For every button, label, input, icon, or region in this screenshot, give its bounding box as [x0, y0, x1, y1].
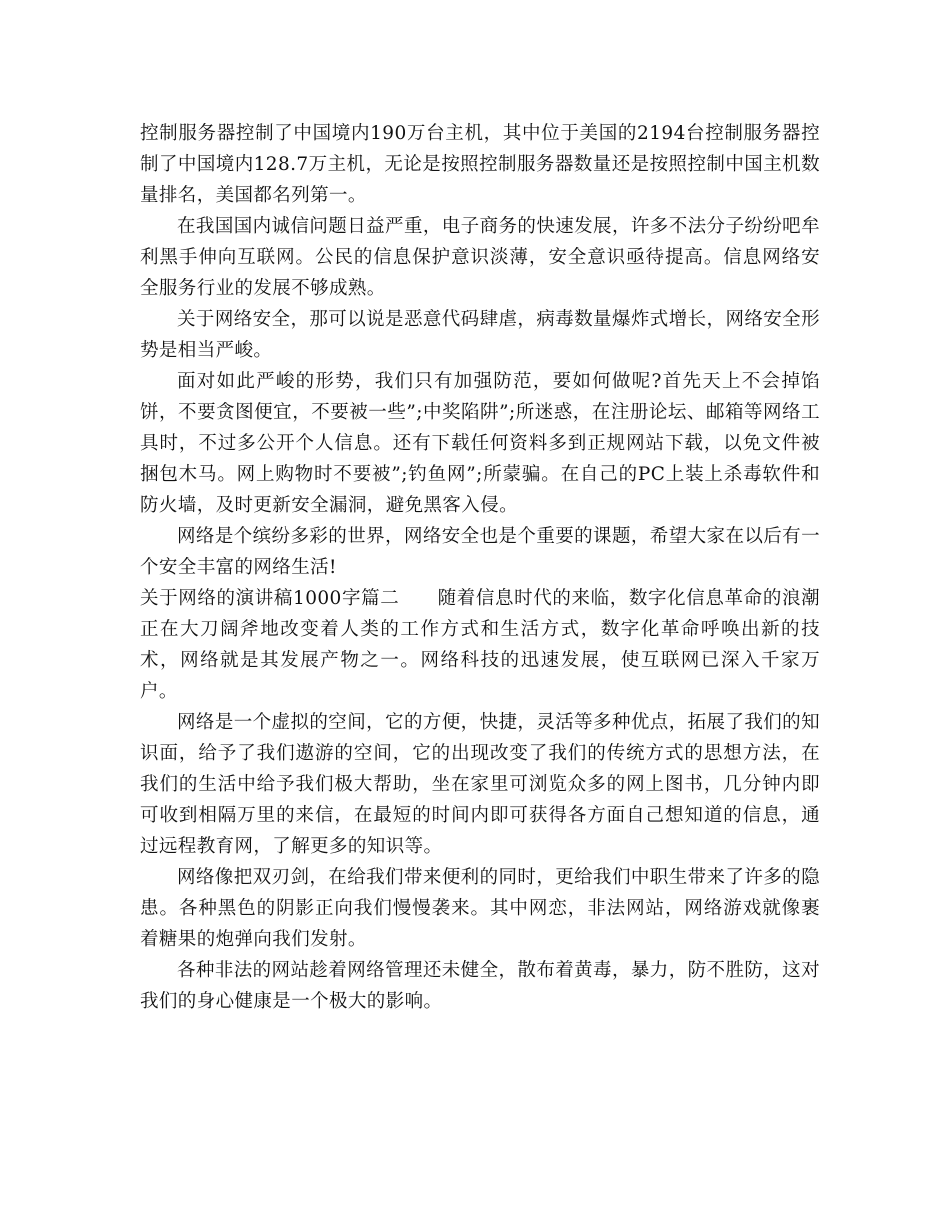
- paragraph-8: 各种非法的网站趁着网络管理还未健全，散布着黄毒，暴力，防不胜防，这对我们的身心健康是一个极大的影响。: [140, 960, 820, 1012]
- paragraph-2: 在我国国内诚信问题日益严重，电子商务的快速发展，许多不法分子纷纷吧牟利黑手伸向互联网。公民的信息保护意识淡薄，安全意识亟待提高。信息网络安全服务行业的发展不够成熟。: [140, 216, 820, 299]
- paragraph-7: 网络像把双刃剑，在给我们带来便利的同时，更给我们中职生带来了许多的隐患。各种黑色的阴影正向我们慢慢袭来。其中网恋，非法网站，网络游戏就像裹着糖果的炮弹向我们发射。: [140, 867, 820, 950]
- section-title: 关于网络的演讲稿1000字篇二: [140, 588, 400, 609]
- document-body: [140, 118, 820, 1017]
- section-first-text: 随着信息时代的来临，数字化信息革命的浪潮正在大刀阔斧地改变着人类的工作方式和生活方式，数字化革命呼唤出新的技术，网络就是其发展产物之一。网络科技的迅速发展，使互联网已深入千家万户。: [140, 588, 820, 702]
- paragraph-4: 面对如此严峻的形势，我们只有加强防范，要如何做呢?首先天上不会掉馅饼，不要贪图便宜，不要被一些”;中奖陷阱”;所迷惑，在注册论坛、邮箱等网络工具时，不过多公开个人信息。还有下载任何资料多到正规网站下载，以免文件被捆包木马。网上购物时不要被”;钓鱼网”;所蒙骗。在自己的PC上装上杀毒软件和防火墙，及时更新安全漏洞，避免黑客入侵。: [140, 371, 820, 516]
- paragraph-3: 关于网络安全，那可以说是恶意代码肆虐，病毒数量爆炸式增长，网络安全形势是相当严峻。: [140, 309, 820, 361]
- section-2-paragraph: [140, 583, 820, 707]
- paragraph-6: 网络是一个虚拟的空间，它的方便，快捷，灵活等多种优点，拓展了我们的知识面，给予了我们遨游的空间，它的出现改变了我们的传统方式的思想方法，在我们的生活中给予我们极大帮助，坐在家里可浏览众多的网上图书，几分钟内即可收到相隔万里的来信，在最短的时间内即可获得各方面自己想知道的信息，通过远程教育网，了解更多的知识等。: [140, 712, 820, 857]
- paragraph-5: 网络是个缤纷多彩的世界，网络安全也是个重要的课题，希望大家在以后有一个安全丰富的网络生活!: [140, 526, 820, 578]
- paragraph-1: 控制服务器控制了中国境内190万台主机，其中位于美国的2194台控制服务器控制了中国境内128.7万主机，无论是按照控制服务器数量还是按照控制中国主机数量排名，美国都名列第一。: [140, 123, 820, 206]
